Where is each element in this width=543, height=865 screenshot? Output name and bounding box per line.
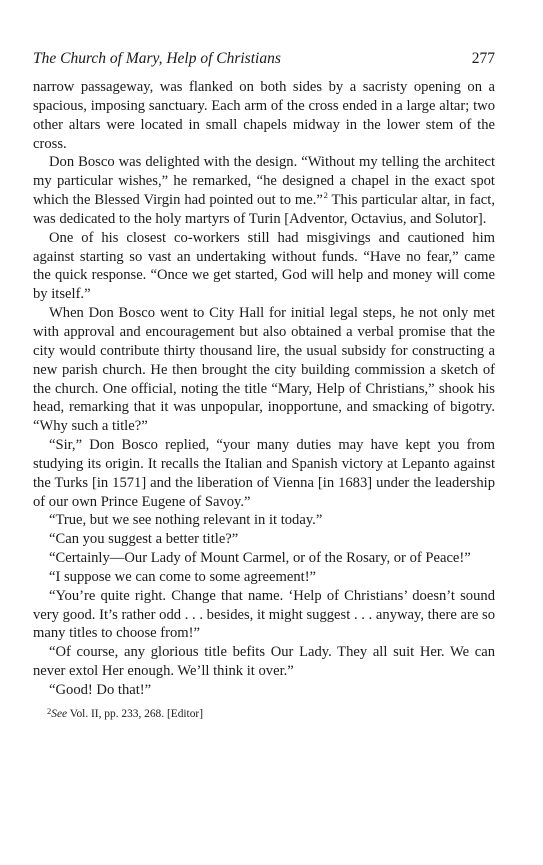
paragraph: “Sir,” Don Bosco replied, “your many duties may have kept you from studying its origin. It recalls the Italian and Spanish victory at Lepanto against the Turks [in 1571] and the liberation of Vienna [in 1683] under the leadership of our own Prince Eugene of Savoy.” (33, 437, 495, 510)
paragraph: “Good! Do that!” (49, 682, 152, 698)
paragraph-text: This particular altar, in fact, was dedicated to the holy martyrs of Turin [Adventor, Octavius, and Solutor]. (33, 192, 495, 227)
paragraph: “You’re quite right. Change that name. ‘Help of Christians’ doesn’t sound very good. It’s rather odd . . . besides, it might suggest . . . anyway, there are so many titles to choose from!” (33, 587, 495, 642)
paragraph-text: Don Bosco was delighted with the design. “Without my telling the architect my particular wishes,” he remarked, “he designed a chapel in the exact spot which the Blessed Virgin had pointed out to me.” (33, 154, 495, 209)
running-title: The Church of Mary, Help of Christians (33, 50, 281, 67)
paragraph: “I suppose we can come to some agreement!” (49, 568, 317, 585)
running-head (33, 50, 495, 78)
paragraph: When Don Bosco went to City Hall for initial legal steps, he not only met with approval and encouragement but also obtained a verbal promise that the city would contribute thirty thousand lire, the usual subsidy for constructing a new parish church. He then brought the city building commission a sketch of the church. One official, noting the title “Mary, Help of Christians,” shook his head, remarking that it was unpopular, inopportune, and smacking of bigotry. “Why such a title?” (33, 305, 495, 435)
paragraph: “Certainly—Our Lady of Mount Carmel, or of the Rosary, or of Peace!” (49, 550, 471, 567)
paragraph: One of his closest co-workers still had misgivings and cautioned him against starting so vast an undertaking without funds. “Have no fear,” came the quick response. “Once we get started, God will help and money will come by itself.” (33, 229, 495, 303)
paragraph: “Of course, any glorious title befits Our Lady. They all suit Her. We can never extol Her enough. We’ll think it over.” (33, 644, 495, 680)
paragraph: “Can you suggest a better title?” (49, 531, 239, 548)
paragraph-continued: narrow passageway, was flanked on both sides by a sacristy opening on a spacious, imposing sanctuary. Each arm of the cross ended in a large altar; two other altars were located in small chapels midway in the lower stem of the cross. (33, 79, 495, 152)
footnote-mark: 2 (47, 705, 52, 716)
footnote-text: Vol. II, pp. 233, 268. [Editor] (67, 707, 204, 720)
body-text (33, 78, 495, 700)
paragraph: “True, but we see nothing relevant in it today.” (49, 512, 323, 529)
footnote-reference-number: 2 (323, 190, 328, 201)
footnote (33, 704, 495, 721)
paragraph-with-note (33, 153, 495, 228)
page-number: 277 (471, 50, 495, 67)
footnote-see: See (51, 707, 68, 720)
book-page (33, 50, 495, 721)
